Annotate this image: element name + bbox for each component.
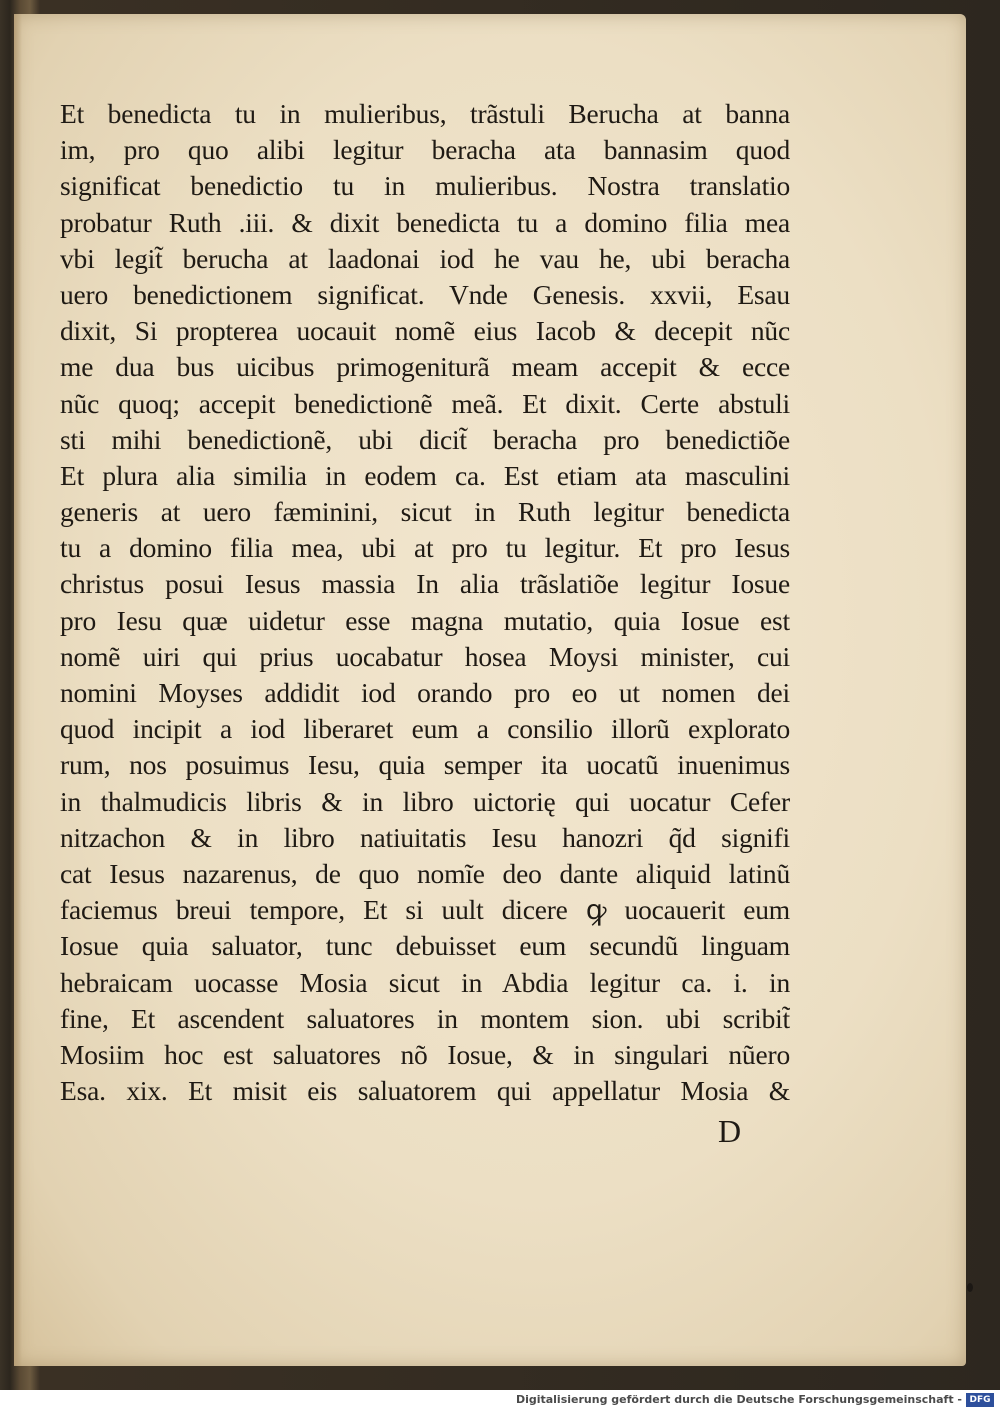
text-line: nitzachon & in libro natiuitatis Iesu hanozri q̃d signifi xyxy=(60,821,790,853)
text-line: dixit, Si propterea uocauit nomẽ eius Iacob & decepit nũc xyxy=(60,315,790,347)
text-line: generis at uero fæminini, sicut in Ruth legitur benedicta xyxy=(60,496,790,528)
text-line: tu a domino filia mea, ubi at pro tu legitur. Et pro Iesus xyxy=(60,532,790,564)
text-line: pro Iesu quæ uidetur esse magna mutatio, quia Iosue est xyxy=(60,604,790,636)
text-line: probatur Ruth .iii. & dixit benedicta tu a domino filia mea xyxy=(60,206,790,238)
text-line: Esa. xix. Et misit eis saluatorem qui appellatur Mosia & xyxy=(60,1075,790,1107)
text-line: christus posui Iesus massia In alia trãslatiõe legitur Iosue xyxy=(60,568,790,600)
body-text xyxy=(60,96,790,1109)
text-line: uero benedictionem significat. Vnde Genesis. xxvii, Esau xyxy=(60,278,790,310)
text-line: vbi legit̃ berucha at laadonai iod he vau he, ubi beracha xyxy=(60,242,790,274)
text-line: Mosiim hoc est saluatores nõ Iosue, & in singulari nũero xyxy=(60,1038,790,1070)
text-line: in thalmudicis libris & in libro uictorię qui uocatur Cefer xyxy=(60,785,790,817)
footer-credit: Digitalisierung gefördert durch die Deutsche Forschungsgemeinschaft - xyxy=(515,1393,962,1406)
text-line: Et benedicta tu in mulieribus, trãstuli Berucha at banna xyxy=(60,98,790,129)
text-line: rum, nos posuimus Iesu, quia semper ita uocatũ inuenimus xyxy=(60,749,790,781)
text-line: nomẽ uiri qui prius uocabatur hosea Moysi minister, cui xyxy=(60,640,790,672)
dfg-logo-icon: DFG xyxy=(966,1393,994,1407)
text-line: me dua bus uicibus primogeniturã meam accepit & ecce xyxy=(60,351,790,383)
ink-speck xyxy=(967,1283,973,1292)
signature-mark: D xyxy=(718,1113,742,1149)
text-line: hebraicam uocasse Mosia sicut in Abdia legitur ca. i. in xyxy=(60,966,790,998)
text-line: nũc quoq; accepit benedictionẽ meã. Et dixit. Certe abstuli xyxy=(60,387,790,419)
text-line: cat Iesus nazarenus, de quo nomĩe deo dante aliquid latinũ xyxy=(60,857,790,889)
text-line: Iosue quia saluator, tunc debuisset eum secundũ linguam xyxy=(60,930,790,962)
text-line: quod incipit a iod liberaret eum a consilio illorũ explorato xyxy=(60,713,790,745)
text-line: nomini Moyses addidit iod orando pro eo ut nomen dei xyxy=(60,677,790,708)
page-gutter-shadow xyxy=(14,14,22,1366)
text-line: fine, Et ascendent saluatores in montem sion. ubi scribit̃ xyxy=(60,1002,790,1034)
footer-bar xyxy=(0,1390,1000,1411)
text-line: sti mihi benedictionẽ, ubi dicit̃ beracha pro benedictiõe xyxy=(60,423,790,455)
text-line: Et plura alia similia in eodem ca. Est etiam ata masculini xyxy=(60,459,790,491)
text-line: im, pro quo alibi legitur beracha ata bannasim quod xyxy=(60,134,790,166)
text-line: significat benedictio tu in mulieribus. Nostra translatio xyxy=(60,170,790,202)
text-line: faciemus breui tempore, Et si uult dicere ꝙ uocauerit eum xyxy=(60,894,790,926)
